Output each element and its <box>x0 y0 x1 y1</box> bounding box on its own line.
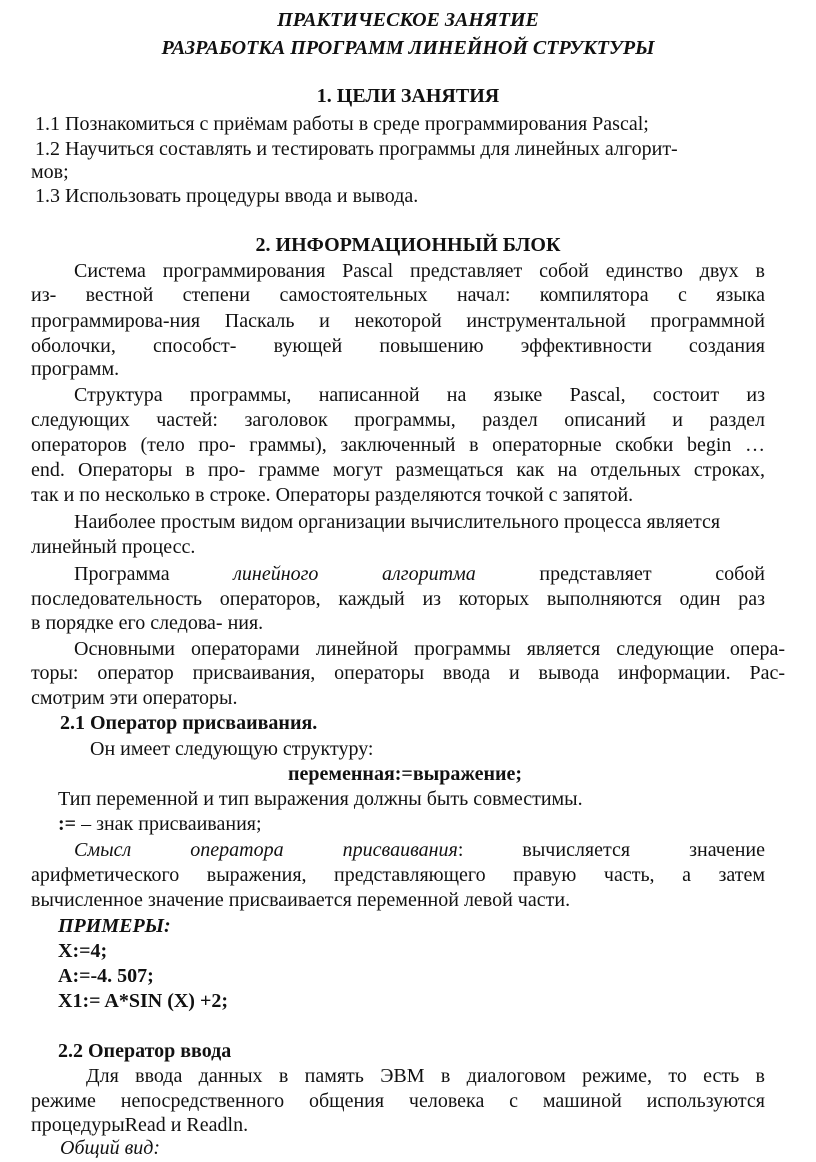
meaning-line-2: арифметического выражения, представляющего правую часть, а затем <box>31 864 765 886</box>
input-line-1: Для ввода данных в память ЭВМ в диалоговом режиме, то есть в <box>86 1065 765 1087</box>
structure-intro: Он имеет следующую структуру: <box>90 738 374 760</box>
word: представляет <box>539 563 652 585</box>
word: в <box>755 260 765 282</box>
word: Система <box>74 260 146 282</box>
paragraph-1-line: программирова-ния Паскаль и некоторой инструментальной программной <box>31 310 765 332</box>
paragraph-4-line-1 <box>74 562 765 586</box>
assignment-sign-desc: – знак присваивания; <box>76 813 262 835</box>
colon: : <box>457 839 464 861</box>
paragraph-5-line: смотрим эти операторы. <box>31 687 238 709</box>
header-line-1: ПРАКТИЧЕСКОЕ ЗАНЯТИЕ <box>277 9 539 31</box>
paragraph-4-line-3: в порядке его следова- ния. <box>31 612 264 634</box>
compatibility-note: Тип переменной и тип выражения должны быть совместимы. <box>58 788 583 810</box>
paragraph-2-line: end. Операторы в про- грамме могут размещаться как на отдельных строках, <box>31 459 765 481</box>
word: Pascal <box>342 260 394 282</box>
paragraph-1-line: из- вестной степени самостоятельных начал: компилятора с языка <box>31 284 765 306</box>
paragraph-1-line <box>74 259 765 283</box>
section2-title: 2. ИНФОРМАЦИОННЫЙ БЛОК <box>255 234 561 256</box>
paragraph-2-line: следующих частей: заголовок программы, раздел описаний и раздел <box>31 409 765 431</box>
goal-item-2-cont: мов; <box>31 161 69 183</box>
italic-term: оператора <box>190 839 284 861</box>
word: собой <box>539 260 589 282</box>
paragraph-1-line: оболочки, способст- вующей повышению эффективности создания <box>31 335 765 357</box>
word: программирования <box>162 260 326 282</box>
word: двух <box>699 260 739 282</box>
goal-item-3: 1.3 Использовать процедуры ввода и вывода. <box>35 185 419 207</box>
header-line-2: РАЗРАБОТКА ПРОГРАММ ЛИНЕЙНОЙ СТРУКТУРЫ <box>161 37 655 59</box>
word: единство <box>605 260 683 282</box>
general-form-label: Общий вид: <box>60 1137 161 1159</box>
italic-term: алгоритма <box>382 563 476 585</box>
subsection-2-2-title: 2.2 Оператор ввода <box>58 1040 232 1062</box>
word: значение <box>689 839 765 861</box>
word: собой <box>715 563 765 585</box>
paragraph-5-line: Основными операторами линейной программы является следующие опера- <box>74 638 785 660</box>
formula: переменная:=выражение; <box>288 763 523 785</box>
meaning-line-3: вычисленное значение присваивается переменной левой части. <box>31 889 571 911</box>
paragraph-2-line: так и по несколько в строке. Операторы разделяются точкой с запятой. <box>31 484 634 506</box>
italic-term: присваивания <box>342 839 458 861</box>
input-line-2: режиме непосредственного общения человека с машиной используются <box>31 1090 765 1112</box>
subsection-2-1-title: 2.1 Оператор присваивания. <box>60 712 318 734</box>
paragraph-3-line: линейный процесс. <box>31 536 196 558</box>
word: Программа <box>74 563 170 585</box>
example-line: X1:= A*SIN (X) +2; <box>58 990 229 1012</box>
paragraph-4-line-2: последовательность операторов, каждый из которых выполняются один раз <box>31 588 765 610</box>
section1-title: 1. ЦЕЛИ ЗАНЯТИЯ <box>316 85 500 107</box>
input-line-3: процедурыRead и Readln. <box>31 1114 249 1136</box>
word: вычисляется <box>522 839 631 861</box>
italic-term-group <box>343 838 464 862</box>
assignment-sign: := <box>58 813 77 835</box>
examples-title: ПРИМЕРЫ: <box>58 915 171 937</box>
italic-term: Смысл <box>74 839 132 861</box>
italic-term: линейного <box>233 563 319 585</box>
paragraph-3-line: Наиболее простым видом организации вычислительного процесса является <box>74 511 721 533</box>
assignment-sign-note <box>58 812 262 836</box>
example-line: X:=4; <box>58 940 108 962</box>
paragraph-1-line: программ. <box>31 358 120 380</box>
meaning-line-1 <box>74 838 765 862</box>
word: представляет <box>410 260 523 282</box>
goal-item-1: 1.1 Познакомиться с приёмам работы в среде программирования Pascal; <box>35 113 649 135</box>
paragraph-2-line: операторов (тело про- граммы), заключенный в операторные скобки begin … <box>31 434 765 456</box>
paragraph-2-line: Структура программы, написанной на языке Pascal, состоит из <box>74 384 765 406</box>
goal-item-2: 1.2 Научиться составлять и тестировать программы для линейных алгорит- <box>35 138 678 160</box>
paragraph-5-line: торы: оператор присваивания, операторы ввода и вывода информации. Рас- <box>31 662 785 684</box>
example-line: A:=-4. 507; <box>58 965 154 987</box>
